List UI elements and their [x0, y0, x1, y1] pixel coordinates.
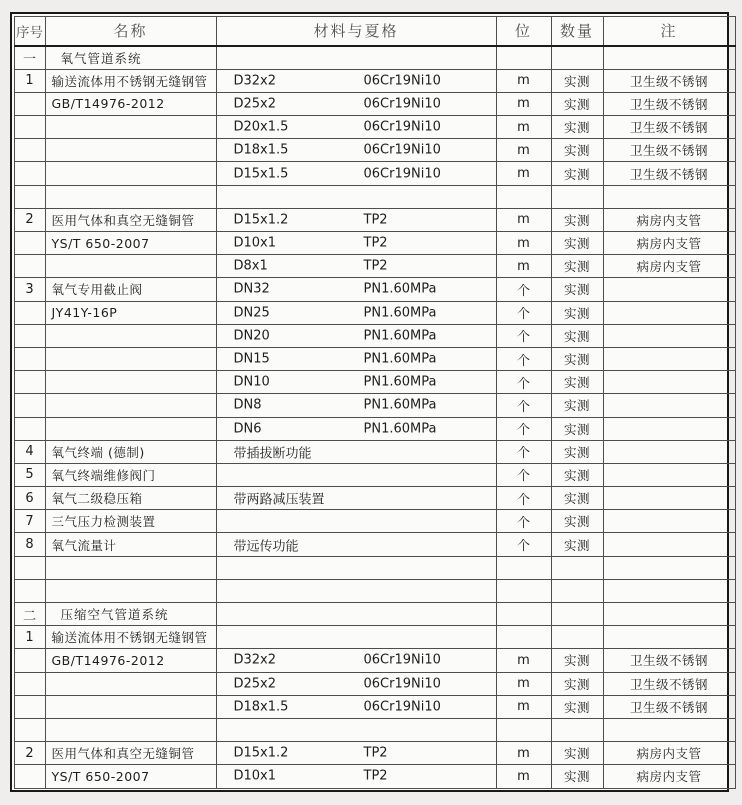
table-row: [14, 487, 735, 510]
table-header: [14, 16, 735, 46]
spec-size-text: D32x2: [233, 73, 277, 89]
cell-qty: 实测: [551, 92, 603, 115]
cell-note: 卫生级不锈钢: [603, 139, 735, 162]
cell-seq: [14, 116, 45, 139]
cell-name: [45, 324, 216, 347]
spec-size-text: D32x2: [233, 652, 277, 668]
cell-note: [603, 324, 735, 347]
cell-unit: m: [496, 69, 551, 92]
cell-spec: [216, 92, 496, 115]
header-row: [14, 16, 735, 46]
cell-spec: [216, 742, 496, 765]
cell-qty: 实测: [551, 417, 603, 440]
cell-note: [603, 440, 735, 463]
table-row: [14, 417, 735, 440]
cell-note: [603, 510, 735, 533]
spec-material-text: 06Cr19Ni10: [363, 119, 441, 135]
spec-material-text: PN1.60MPa: [363, 374, 437, 390]
cell-seq: [14, 394, 45, 417]
cell-unit: [496, 718, 551, 741]
table-row: [14, 92, 735, 115]
cell-spec: [216, 208, 496, 231]
cell-spec: [216, 487, 496, 510]
cell-qty: [551, 718, 603, 741]
spec-material-text: TP2: [363, 258, 388, 274]
cell-unit: m: [496, 162, 551, 185]
spec-material-text: TP2: [363, 212, 388, 228]
cell-name: 氧气流量计: [45, 533, 216, 556]
table-row: [14, 510, 735, 533]
table-row: [14, 394, 735, 417]
cell-note: 卫生级不锈钢: [603, 69, 735, 92]
cell-name: 氧气终端 (德制): [45, 440, 216, 463]
cell-name: JY41Y-16P: [45, 301, 216, 324]
table-row: [14, 556, 735, 579]
cell-unit: m: [496, 742, 551, 765]
col-header-seq: 序号: [14, 16, 45, 46]
cell-name: 氧气终端维修阀门: [45, 463, 216, 486]
cell-unit: [496, 603, 551, 626]
cell-note: [603, 185, 735, 208]
cell-unit: m: [496, 765, 551, 788]
cell-spec: [216, 46, 496, 70]
table-row: [14, 533, 735, 556]
col-header-note: 注: [603, 16, 735, 46]
cell-note: [603, 626, 735, 649]
cell-qty: 实测: [551, 347, 603, 370]
cell-spec: [216, 185, 496, 208]
cell-unit: 个: [496, 324, 551, 347]
cell-seq: [14, 371, 45, 394]
cell-unit: 个: [496, 510, 551, 533]
cell-seq: [14, 301, 45, 324]
spec-material-text: 06Cr19Ni10: [363, 676, 441, 692]
cell-seq: [14, 232, 45, 255]
table-row: [14, 371, 735, 394]
cell-qty: 实测: [551, 695, 603, 718]
cell-seq: [14, 185, 45, 208]
cell-qty: 实测: [551, 765, 603, 788]
spec-material-text: TP2: [363, 235, 388, 251]
cell-seq: [14, 162, 45, 185]
spec-material-text: 06Cr19Ni10: [363, 96, 441, 112]
cell-qty: 实测: [551, 162, 603, 185]
cell-note: 卫生级不锈钢: [603, 116, 735, 139]
cell-qty: 实测: [551, 139, 603, 162]
cell-spec: [216, 603, 496, 626]
spec-material-text: PN1.60MPa: [363, 421, 437, 437]
cell-unit: [496, 626, 551, 649]
cell-seq: 2: [14, 208, 45, 231]
cell-note: [603, 718, 735, 741]
cell-qty: [551, 46, 603, 70]
cell-unit: [496, 579, 551, 602]
table-row: [14, 139, 735, 162]
material-schedule-table: [14, 16, 736, 789]
cell-qty: 实测: [551, 371, 603, 394]
cell-qty: 实测: [551, 116, 603, 139]
cell-unit: m: [496, 695, 551, 718]
cell-unit: 个: [496, 487, 551, 510]
cell-spec: [216, 417, 496, 440]
cell-note: [603, 394, 735, 417]
material-schedule-sheet: [10, 12, 729, 792]
cell-qty: 实测: [551, 69, 603, 92]
cell-qty: [551, 556, 603, 579]
cell-seq: [14, 255, 45, 278]
cell-name: 医用气体和真空无缝铜管: [45, 742, 216, 765]
cell-seq: [14, 556, 45, 579]
table-row: [14, 185, 735, 208]
cell-seq: 1: [14, 69, 45, 92]
cell-unit: m: [496, 649, 551, 672]
spec-size-text: D10x1: [233, 768, 277, 784]
table-row: [14, 649, 735, 672]
table-row: [14, 116, 735, 139]
spec-size-text: D8x1: [233, 258, 268, 274]
cell-seq: 2: [14, 742, 45, 765]
spec-material-text: PN1.60MPa: [363, 305, 437, 321]
cell-seq: 7: [14, 510, 45, 533]
cell-name: GB/T14976-2012: [45, 649, 216, 672]
cell-spec: [216, 347, 496, 370]
spec-size-text: D10x1: [233, 235, 277, 251]
cell-name: 氧气二级稳压箱: [45, 487, 216, 510]
spec-material-text: 06Cr19Ni10: [363, 699, 441, 715]
cell-note: 卫生级不锈钢: [603, 672, 735, 695]
spec-size-text: D15x1.2: [233, 212, 289, 228]
table-row: [14, 347, 735, 370]
cell-seq: 8: [14, 533, 45, 556]
cell-note: [603, 371, 735, 394]
cell-seq: [14, 672, 45, 695]
table-row: [14, 626, 735, 649]
cell-name: [45, 185, 216, 208]
cell-seq: 3: [14, 278, 45, 301]
cell-note: [603, 603, 735, 626]
col-header-name: 名称: [45, 16, 216, 46]
spec-material-text: PN1.60MPa: [363, 328, 437, 344]
cell-spec: [216, 139, 496, 162]
cell-seq: [14, 417, 45, 440]
cell-note: [603, 556, 735, 579]
spec-size-text: D15x1.5: [233, 166, 289, 182]
cell-seq: [14, 649, 45, 672]
spec-size-text: D15x1.2: [233, 745, 289, 761]
cell-name: [45, 116, 216, 139]
cell-seq: [14, 324, 45, 347]
cell-spec: [216, 463, 496, 486]
cell-unit: [496, 185, 551, 208]
cell-name: GB/T14976-2012: [45, 92, 216, 115]
cell-spec: [216, 765, 496, 788]
cell-spec: [216, 672, 496, 695]
cell-seq: 1: [14, 626, 45, 649]
spec-size-text: DN8: [233, 397, 262, 413]
table-row: [14, 463, 735, 486]
cell-name: [45, 162, 216, 185]
cell-name: 氧气专用截止阀: [45, 278, 216, 301]
table-row: [14, 255, 735, 278]
cell-unit: 个: [496, 440, 551, 463]
cell-note: 病房内支管: [603, 765, 735, 788]
col-header-unit: 位: [496, 16, 551, 46]
table-row: [14, 579, 735, 602]
cell-qty: 实测: [551, 487, 603, 510]
cell-note: 卫生级不锈钢: [603, 649, 735, 672]
cell-qty: 实测: [551, 533, 603, 556]
table-row: [14, 301, 735, 324]
cell-name: 输送流体用不锈钢无缝钢管: [45, 69, 216, 92]
cell-name: YS/T 650-2007: [45, 232, 216, 255]
table-row: [14, 440, 735, 463]
cell-note: 卫生级不锈钢: [603, 695, 735, 718]
cell-spec: [216, 162, 496, 185]
table-row: [14, 742, 735, 765]
cell-name: [45, 394, 216, 417]
spec-size-text: D25x2: [233, 676, 277, 692]
cell-spec: [216, 718, 496, 741]
table-row: [14, 695, 735, 718]
spec-size-text: DN32: [233, 281, 270, 297]
cell-unit: 个: [496, 417, 551, 440]
cell-qty: 实测: [551, 440, 603, 463]
spec-material-text: 06Cr19Ni10: [363, 166, 441, 182]
cell-seq: [14, 718, 45, 741]
spec-material-text: 06Cr19Ni10: [363, 652, 441, 668]
cell-seq: 二: [14, 603, 45, 626]
spec-material-text: 06Cr19Ni10: [363, 142, 441, 158]
cell-qty: 实测: [551, 301, 603, 324]
table-row: [14, 603, 735, 626]
cell-spec: [216, 533, 496, 556]
cell-note: [603, 533, 735, 556]
cell-unit: m: [496, 255, 551, 278]
cell-spec: [216, 695, 496, 718]
cell-name: [45, 672, 216, 695]
spec-size-text: DN6: [233, 421, 262, 437]
cell-qty: 实测: [551, 324, 603, 347]
cell-note: 病房内支管: [603, 232, 735, 255]
spec-size-text: D20x1.5: [233, 119, 289, 135]
cell-unit: m: [496, 208, 551, 231]
cell-unit: m: [496, 92, 551, 115]
cell-name: [45, 579, 216, 602]
cell-name: 三气压力检测装置: [45, 510, 216, 533]
cell-qty: [551, 579, 603, 602]
cell-note: [603, 278, 735, 301]
cell-name: [45, 139, 216, 162]
cell-seq: [14, 765, 45, 788]
cell-qty: 实测: [551, 278, 603, 301]
cell-note: 病房内支管: [603, 742, 735, 765]
spec-size-text: DN20: [233, 328, 270, 344]
spec-material-text: 06Cr19Ni10: [363, 73, 441, 89]
cell-seq: [14, 139, 45, 162]
cell-note: 卫生级不锈钢: [603, 92, 735, 115]
cell-note: [603, 579, 735, 602]
spec-size-text: 带两路减压装置: [233, 492, 325, 508]
cell-spec: [216, 626, 496, 649]
cell-unit: 个: [496, 301, 551, 324]
spec-material-text: TP2: [363, 745, 388, 761]
cell-note: [603, 417, 735, 440]
cell-unit: 个: [496, 463, 551, 486]
table-row: [14, 278, 735, 301]
cell-qty: 实测: [551, 232, 603, 255]
cell-spec: [216, 394, 496, 417]
cell-name: 压缩空气管道系统: [45, 603, 216, 626]
cell-qty: [551, 626, 603, 649]
cell-note: [603, 46, 735, 70]
table-row: [14, 46, 735, 70]
spec-size-text: DN10: [233, 374, 270, 390]
cell-seq: 4: [14, 440, 45, 463]
cell-note: 病房内支管: [603, 208, 735, 231]
cell-spec: [216, 278, 496, 301]
cell-seq: 一: [14, 46, 45, 70]
cell-qty: 实测: [551, 208, 603, 231]
cell-qty: 实测: [551, 672, 603, 695]
cell-spec: [216, 649, 496, 672]
cell-name: 氧气管道系统: [45, 46, 216, 70]
cell-spec: [216, 324, 496, 347]
cell-note: [603, 301, 735, 324]
table-row: [14, 69, 735, 92]
table-body: [14, 46, 735, 789]
cell-spec: [216, 556, 496, 579]
spec-material-text: PN1.60MPa: [363, 351, 437, 367]
spec-size-text: D18x1.5: [233, 142, 289, 158]
cell-name: [45, 695, 216, 718]
cell-name: [45, 347, 216, 370]
col-header-qty: 数量: [551, 16, 603, 46]
cell-unit: 个: [496, 347, 551, 370]
cell-name: YS/T 650-2007: [45, 765, 216, 788]
spec-material-text: TP2: [363, 768, 388, 784]
table-row: [14, 324, 735, 347]
cell-name: 输送流体用不锈钢无缝钢管: [45, 626, 216, 649]
spec-material-text: PN1.60MPa: [363, 281, 437, 297]
cell-name: [45, 718, 216, 741]
cell-name: 医用气体和真空无缝铜管: [45, 208, 216, 231]
cell-spec: [216, 510, 496, 533]
cell-note: 卫生级不锈钢: [603, 162, 735, 185]
cell-qty: 实测: [551, 255, 603, 278]
table-row: [14, 718, 735, 741]
cell-unit: 个: [496, 394, 551, 417]
cell-qty: 实测: [551, 510, 603, 533]
cell-spec: [216, 579, 496, 602]
cell-seq: [14, 347, 45, 370]
cell-note: [603, 487, 735, 510]
cell-spec: [216, 301, 496, 324]
cell-unit: m: [496, 116, 551, 139]
cell-name: [45, 255, 216, 278]
table-row: [14, 208, 735, 231]
spec-size-text: DN15: [233, 351, 270, 367]
cell-seq: 5: [14, 463, 45, 486]
cell-unit: [496, 46, 551, 70]
cell-unit: 个: [496, 278, 551, 301]
cell-qty: 实测: [551, 742, 603, 765]
spec-size-text: 带远传功能: [233, 539, 299, 555]
cell-spec: [216, 255, 496, 278]
spec-size-text: DN25: [233, 305, 270, 321]
cell-note: 病房内支管: [603, 255, 735, 278]
cell-qty: 实测: [551, 394, 603, 417]
spec-size-text: 带插拔断功能: [233, 446, 312, 462]
cell-seq: [14, 92, 45, 115]
cell-name: [45, 417, 216, 440]
spec-size-text: D25x2: [233, 96, 277, 112]
cell-spec: [216, 440, 496, 463]
cell-unit: [496, 556, 551, 579]
cell-seq: [14, 695, 45, 718]
cell-qty: [551, 603, 603, 626]
cell-qty: 实测: [551, 463, 603, 486]
cell-unit: 个: [496, 533, 551, 556]
cell-qty: [551, 185, 603, 208]
cell-unit: m: [496, 139, 551, 162]
table-row: [14, 672, 735, 695]
spec-size-text: D18x1.5: [233, 699, 289, 715]
cell-note: [603, 347, 735, 370]
cell-spec: [216, 232, 496, 255]
spec-material-text: PN1.60MPa: [363, 397, 437, 413]
cell-unit: 个: [496, 371, 551, 394]
table-row: [14, 162, 735, 185]
cell-qty: 实测: [551, 649, 603, 672]
cell-spec: [216, 69, 496, 92]
cell-unit: m: [496, 672, 551, 695]
cell-spec: [216, 371, 496, 394]
cell-note: [603, 463, 735, 486]
cell-name: [45, 556, 216, 579]
cell-name: [45, 371, 216, 394]
table-row: [14, 765, 735, 788]
cell-unit: m: [496, 232, 551, 255]
cell-seq: 6: [14, 487, 45, 510]
table-row: [14, 232, 735, 255]
cell-spec: [216, 116, 496, 139]
cell-seq: [14, 579, 45, 602]
col-header-spec: 材料与夏格: [216, 16, 496, 46]
